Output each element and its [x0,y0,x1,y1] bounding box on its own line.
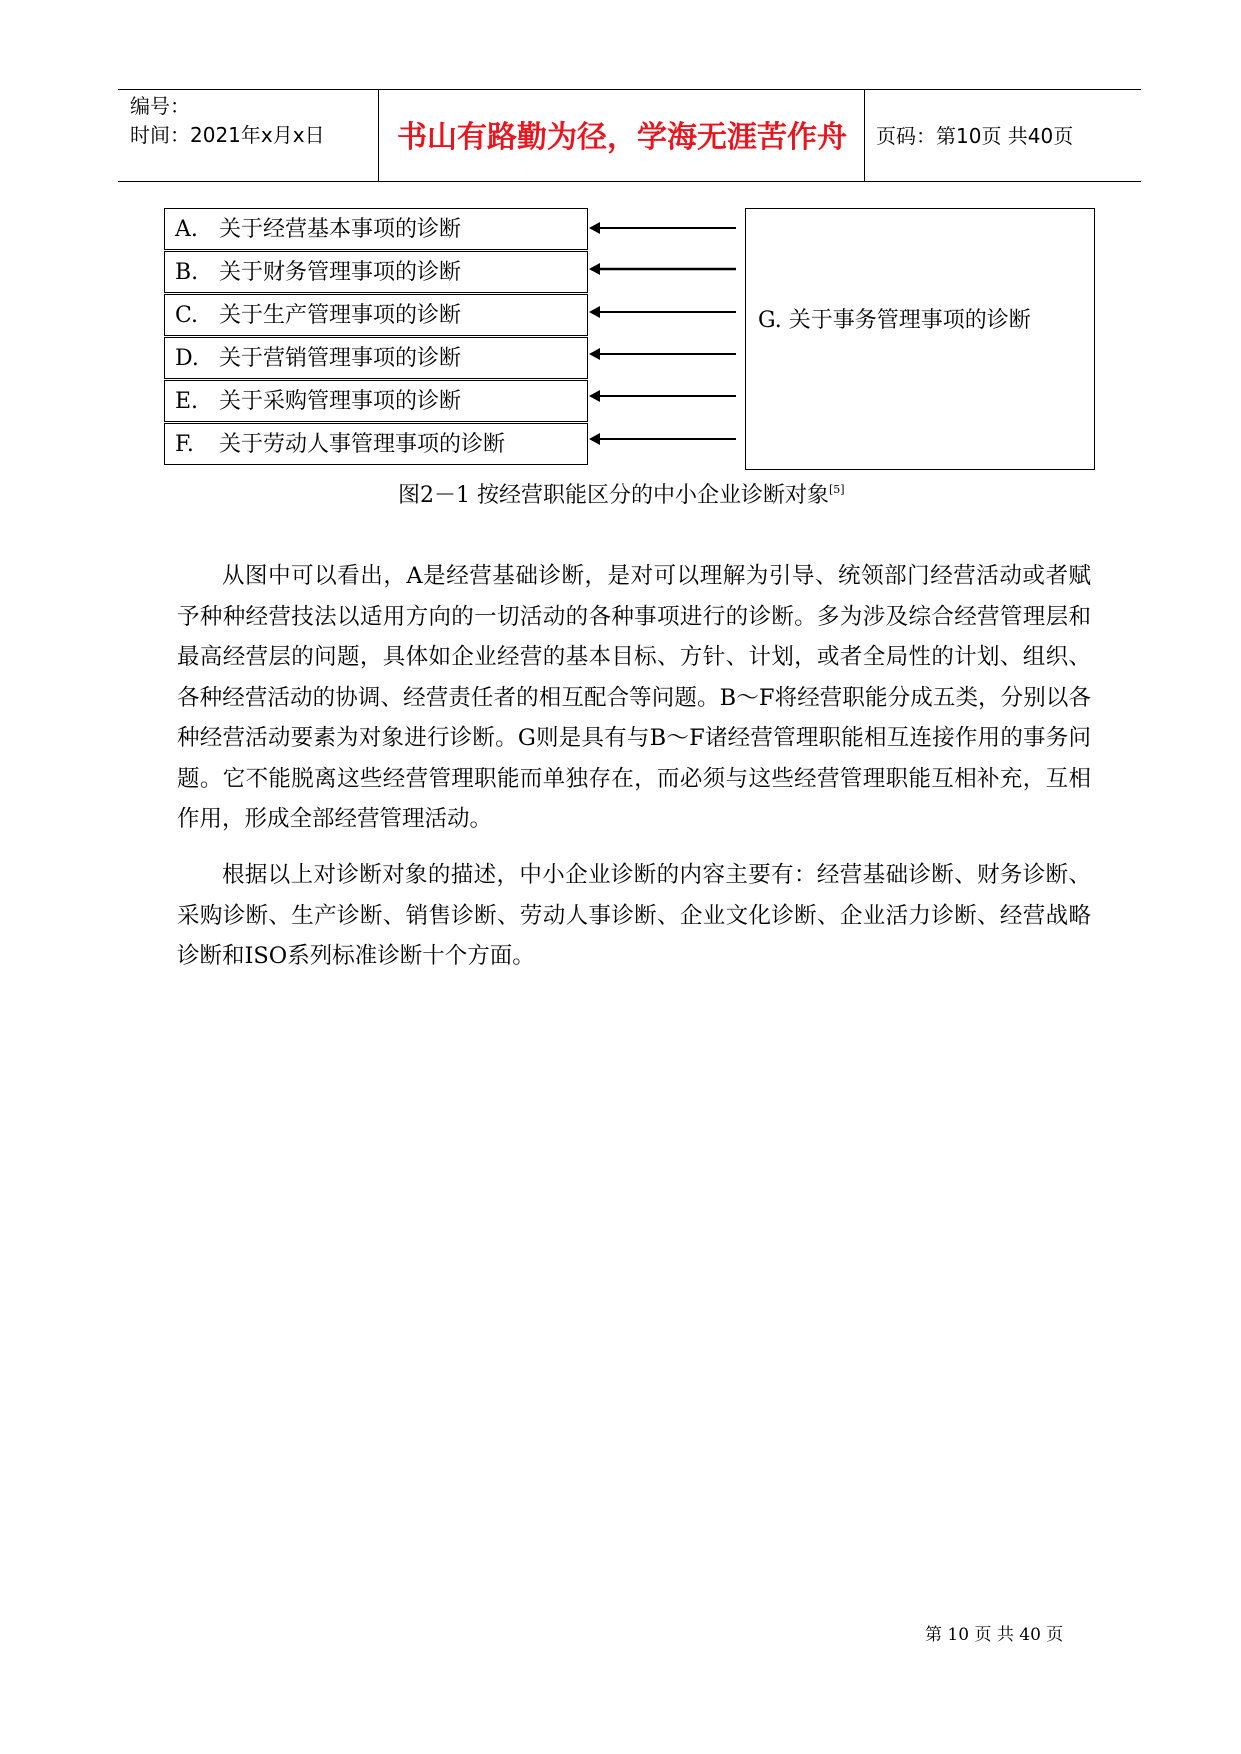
diagram-item-letter: A. [175,217,198,242]
diagram-item-letter: C. [175,303,199,328]
header-number-label: 编号： [130,94,190,118]
arrow-head-f [589,433,600,445]
footer-page-number: 第 10 页 共 40 页 [925,1625,1064,1645]
diagram-source-label: G. 关于事务管理事项的诊断 [758,308,1031,333]
diagram-item-text: 关于劳动人事管理事项的诊断 [219,432,506,457]
header-time-label: 时间：2021年x月x日 [130,123,325,147]
diagram-arrows [0,0,1241,600]
header-page-label: 页码：第10页 共40页 [876,124,1074,148]
body-paragraph-1: 从图中可以看出，A是经营基础诊断，是对可以理解为引导、统领部门经营活动或者赋予种种经营技法以适用方向的一切活动的各种事项进行的诊断。多为涉及综合经营管理层和最高经营层的问题，具体如企业经营的基本目标、方针、计划，或者全局性的计划、组织、各种经营活动的协调、经营责任者的相互配合等问题。B～F将经营职能分成五类，分别以各种经营活动要素为对象进行诊断。G则是具有与B～F诸经营管理职能相互连接作用的事务问题。它不能脱离这些经营管理职能而单独存在，而必须与这些经营管理职能互相补充，互相作用，形成全部经营管理活动。 [177,563,1091,832]
arrow-head-d [589,348,600,360]
body-paragraph-2: 根据以上对诊断对象的描述，中小企业诊断的内容主要有：经营基础诊断、财务诊断、采购诊断、生产诊断、销售诊断、劳动人事诊断、企业文化诊断、企业活力诊断、经营战略诊断和ISO系列标准诊断十个方面。 [177,862,1091,969]
arrow-head-a [589,222,600,234]
diagram-item-letter: E. [175,389,199,414]
diagram-item-text: 关于财务管理事项的诊断 [219,260,462,285]
arrow-head-b [589,263,600,275]
diagram-item-text: 关于生产管理事项的诊断 [219,303,462,328]
diagram-item-text: 关于经营基本事项的诊断 [219,217,462,242]
diagram-item-letter: B. [175,260,199,285]
diagram-item-letter: D. [175,346,199,371]
diagram-item-text: 关于采购管理事项的诊断 [219,389,462,414]
diagram-item-text: 关于营销管理事项的诊断 [219,346,462,371]
figure-caption [398,478,845,509]
diagram-item-letter: F. [175,432,194,457]
arrow-head-c [589,306,600,318]
arrow-head-e [589,390,600,402]
figure-caption-text: 图2－1 按经营职能区分的中小企业诊断对象 [398,483,829,508]
figure-caption-ref: [5] [829,483,845,496]
header-motto: 书山有路勤为径，学海无涯苦作舟 [397,120,847,155]
